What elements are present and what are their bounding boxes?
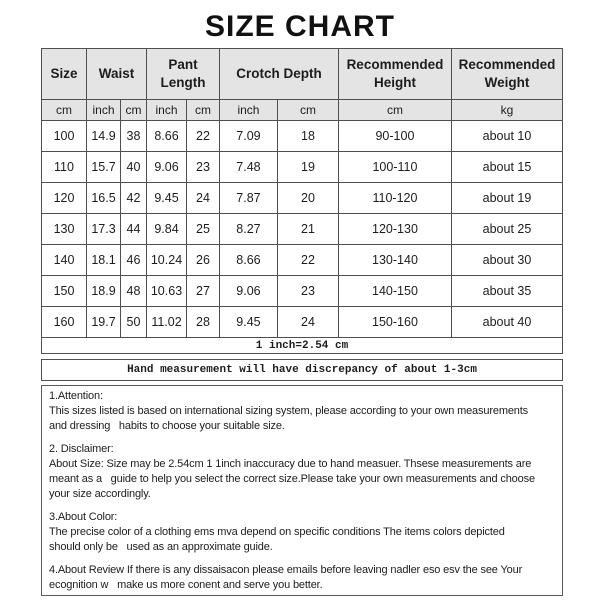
table-cell: 14.9 <box>87 121 121 152</box>
table-cell: 140 <box>42 245 87 276</box>
col-header-recommended-weight: Recommended Weight <box>451 49 562 100</box>
table-cell: 120-130 <box>338 214 451 245</box>
table-cell: about 10 <box>451 121 562 152</box>
table-cell: 40 <box>121 152 147 183</box>
table-cell: 11.02 <box>147 307 187 338</box>
size-chart-table <box>41 48 563 354</box>
table-cell: 8.66 <box>219 245 277 276</box>
table-cell: 150-160 <box>338 307 451 338</box>
table-cell: 100-110 <box>338 152 451 183</box>
note-line: should only be used as an approximate guide. <box>49 541 273 553</box>
conversion-note-row <box>42 338 563 354</box>
table-cell: 9.45 <box>147 183 187 214</box>
note-line: ecognition w make us more conent and serve you better. <box>49 579 323 591</box>
table-cell: 110 <box>42 152 87 183</box>
table-cell: 18 <box>277 121 338 152</box>
table-cell: 38 <box>121 121 147 152</box>
note-line: and dressing habits to choose your suitable size. <box>49 420 285 432</box>
notes-section <box>41 385 563 596</box>
table-cell: 28 <box>187 307 220 338</box>
table-row <box>42 152 563 183</box>
table-cell: 9.84 <box>147 214 187 245</box>
table-cell: 8.66 <box>147 121 187 152</box>
table-cell: 21 <box>277 214 338 245</box>
col-header-waist: Waist <box>87 49 147 100</box>
table-cell: 9.06 <box>219 276 277 307</box>
note-attention <box>49 389 555 434</box>
table-unit-row <box>42 100 563 121</box>
col-header-pant-length: Pant Length <box>147 49 220 100</box>
table-cell: 130-140 <box>338 245 451 276</box>
note-line: meant as a guide to help you select the correct size.Please take your own measurements and choose <box>49 473 535 485</box>
table-header-row <box>42 49 563 100</box>
table-cell: 10.24 <box>147 245 187 276</box>
table-row <box>42 121 563 152</box>
table-cell: 150 <box>42 276 87 307</box>
note-line: The precise color of a clothing ems mva depend on specific conditions The items colors depicted <box>49 526 505 538</box>
table-cell: 20 <box>277 183 338 214</box>
table-cell: 16.5 <box>87 183 121 214</box>
table-cell: 22 <box>277 245 338 276</box>
table-row <box>42 214 563 245</box>
table-cell: about 19 <box>451 183 562 214</box>
table-cell: about 25 <box>451 214 562 245</box>
table-cell: 24 <box>277 307 338 338</box>
table-cell: 19 <box>277 152 338 183</box>
table-cell: 42 <box>121 183 147 214</box>
table-cell: 46 <box>121 245 147 276</box>
table-cell: about 30 <box>451 245 562 276</box>
table-cell: 23 <box>277 276 338 307</box>
col-header-size: Size <box>42 49 87 100</box>
note-line: This sizes listed is based on international sizing system, please according to your own measurements <box>49 405 529 417</box>
table-cell: about 40 <box>451 307 562 338</box>
conversion-note: 1 inch=2.54 cm <box>42 338 563 354</box>
table-cell: 23 <box>187 152 220 183</box>
col-header-crotch-depth: Crotch Depth <box>219 49 338 100</box>
table-row <box>42 307 563 338</box>
table-cell: 10.63 <box>147 276 187 307</box>
note-heading: 2. Disclaimer: <box>49 443 114 455</box>
table-cell: 7.48 <box>219 152 277 183</box>
table-row <box>42 183 563 214</box>
table-cell: 19.7 <box>87 307 121 338</box>
table-cell: 140-150 <box>338 276 451 307</box>
table-cell: 26 <box>187 245 220 276</box>
hand-measurement-note: Hand measurement will have discrepancy of about 1-3cm <box>41 359 563 381</box>
table-cell: 18.1 <box>87 245 121 276</box>
note-line: your size accordingly. <box>49 488 151 500</box>
table-cell: about 35 <box>451 276 562 307</box>
table-cell: 160 <box>42 307 87 338</box>
page-title: SIZE CHART <box>205 10 395 43</box>
table-cell: 22 <box>187 121 220 152</box>
table-cell: 7.09 <box>219 121 277 152</box>
table-cell: 50 <box>121 307 147 338</box>
unit-cell: cm <box>121 100 147 121</box>
table-cell: 9.06 <box>147 152 187 183</box>
table-row <box>42 245 563 276</box>
note-about-review <box>49 563 555 593</box>
unit-cell: inch <box>219 100 277 121</box>
table-cell: 130 <box>42 214 87 245</box>
table-cell: 25 <box>187 214 220 245</box>
size-chart-page <box>0 11 600 600</box>
table-cell: 120 <box>42 183 87 214</box>
note-line: 4.About Review If there is any dissaisacon please emails before leaving nadler eso esv the see Your <box>49 564 523 576</box>
unit-cell: cm <box>42 100 87 121</box>
note-heading: 3.About Color: <box>49 511 118 523</box>
note-disclaimer <box>49 442 555 502</box>
table-cell: 15.7 <box>87 152 121 183</box>
table-cell: 17.3 <box>87 214 121 245</box>
table-cell: 7.87 <box>219 183 277 214</box>
table-cell: 27 <box>187 276 220 307</box>
table-row <box>42 276 563 307</box>
table-cell: 100 <box>42 121 87 152</box>
table-cell: 90-100 <box>338 121 451 152</box>
table-cell: about 15 <box>451 152 562 183</box>
col-header-recommended-height: Recommended Height <box>338 49 451 100</box>
table-cell: 44 <box>121 214 147 245</box>
table-cell: 9.45 <box>219 307 277 338</box>
unit-cell: inch <box>147 100 187 121</box>
table-cell: 48 <box>121 276 147 307</box>
unit-cell: kg <box>451 100 562 121</box>
unit-cell: inch <box>87 100 121 121</box>
unit-cell: cm <box>277 100 338 121</box>
note-line: About Size: Size may be 2.54cm 1 1inch inaccuracy due to hand measuer. Thsese measurements are <box>49 458 532 470</box>
table-cell: 24 <box>187 183 220 214</box>
note-heading: 1.Attention: <box>49 390 103 402</box>
table-cell: 18.9 <box>87 276 121 307</box>
table-cell: 110-120 <box>338 183 451 214</box>
unit-cell: cm <box>338 100 451 121</box>
unit-cell: cm <box>187 100 220 121</box>
table-cell: 8.27 <box>219 214 277 245</box>
note-about-color <box>49 510 555 555</box>
